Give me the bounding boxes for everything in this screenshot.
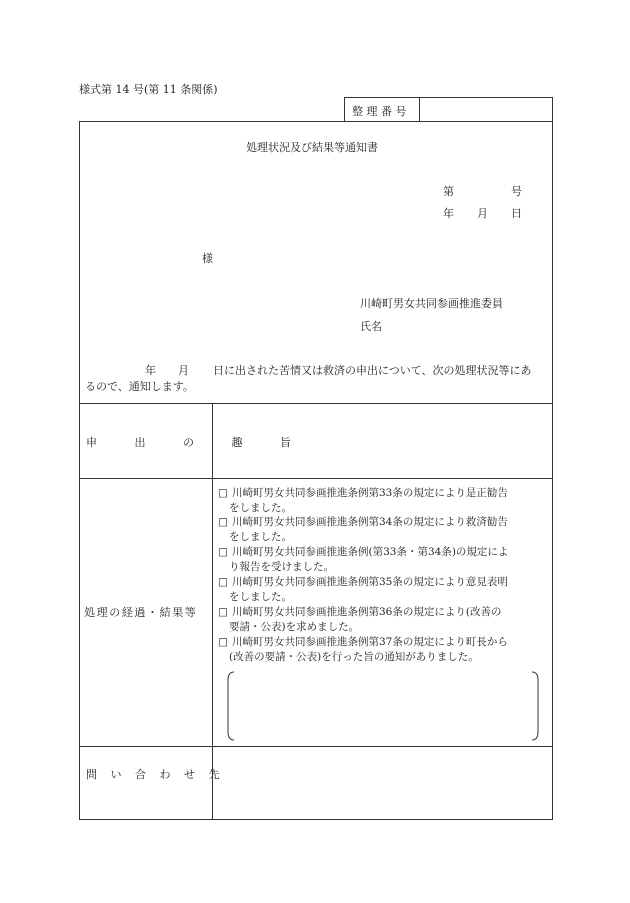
form-title: 処理状況及び結果等通知書: [246, 141, 378, 154]
purpose-label: 申 出 の 趣 旨: [86, 436, 308, 449]
date-year: 年: [443, 207, 454, 220]
date-day: 日: [511, 207, 522, 220]
checkbox-icon[interactable]: □: [218, 576, 228, 588]
process-label: 処理の経過・結果等: [84, 606, 198, 619]
number-suffix: 号: [511, 185, 522, 198]
option-text-cont: り報告を受けました。: [229, 561, 334, 573]
ref-number-label: 整 理 番 号: [352, 105, 407, 118]
option-text: 川崎町男女共同参画推進条例第35条の規定により意見表明: [232, 576, 508, 588]
row-divider-2: [79, 478, 553, 479]
option-2[interactable]: [218, 515, 550, 545]
column-divider: [212, 403, 213, 820]
checkbox-icon[interactable]: □: [218, 516, 228, 528]
option-text: 川崎町男女共同参画推進条例第36条の規定により(改善の: [232, 606, 502, 618]
sender-org: 川崎町男女共同参画推進委員: [360, 297, 503, 310]
contact-field[interactable]: [214, 748, 550, 818]
right-bracket: [532, 672, 538, 740]
body-year: 年: [145, 364, 156, 377]
option-1[interactable]: [218, 486, 550, 516]
purpose-field[interactable]: [214, 405, 550, 476]
checkbox-icon[interactable]: □: [218, 636, 228, 648]
option-text-cont: をしました。: [229, 591, 292, 603]
option-text: 川崎町男女共同参画推進条例第37条の規定により町長から: [232, 636, 508, 648]
sender-name-label: 氏名: [360, 320, 382, 333]
ref-number-value[interactable]: [425, 103, 545, 117]
form-label: 様式第 14 号(第 11 条関係): [79, 83, 218, 96]
option-5[interactable]: [218, 605, 550, 635]
checkbox-icon[interactable]: □: [218, 606, 228, 618]
date-month: 月: [477, 207, 488, 220]
option-3[interactable]: [218, 545, 550, 575]
body-line1-rest: 日に出された苦情又は救済の申出について、次の処理状況等にあ: [213, 364, 532, 377]
number-prefix: 第: [443, 185, 454, 198]
option-text-cont: をしました。: [229, 531, 292, 543]
row-divider-1: [79, 403, 553, 404]
checkbox-icon[interactable]: □: [218, 487, 228, 499]
addressee-honorific: 様: [202, 252, 213, 265]
left-bracket: [228, 672, 234, 740]
row-divider-3: [79, 746, 553, 747]
contact-label: 問 い 合 わ せ 先: [86, 768, 225, 781]
option-text: 川崎町男女共同参画推進条例(第33条・第34条)の規定によ: [232, 546, 509, 558]
body-month: 月: [178, 364, 189, 377]
checkbox-icon[interactable]: □: [218, 546, 228, 558]
option-text-cont: 要請・公表)を求めました。: [229, 621, 360, 633]
bracket-area[interactable]: [226, 670, 540, 742]
option-text-cont: をしました。: [229, 502, 292, 514]
option-text: 川崎町男女共同参画推進条例第33条の規定により是正勧告: [232, 487, 508, 499]
ref-number-divider: [419, 97, 420, 122]
option-text-cont: (改善の要請・公表)を行った旨の通知がありました。: [229, 651, 479, 663]
option-4[interactable]: [218, 575, 550, 605]
body-line2: るので、通知します。: [85, 380, 194, 393]
option-6[interactable]: [218, 635, 550, 665]
option-text: 川崎町男女共同参画推進条例第34条の規定により救済勧告: [232, 516, 508, 528]
